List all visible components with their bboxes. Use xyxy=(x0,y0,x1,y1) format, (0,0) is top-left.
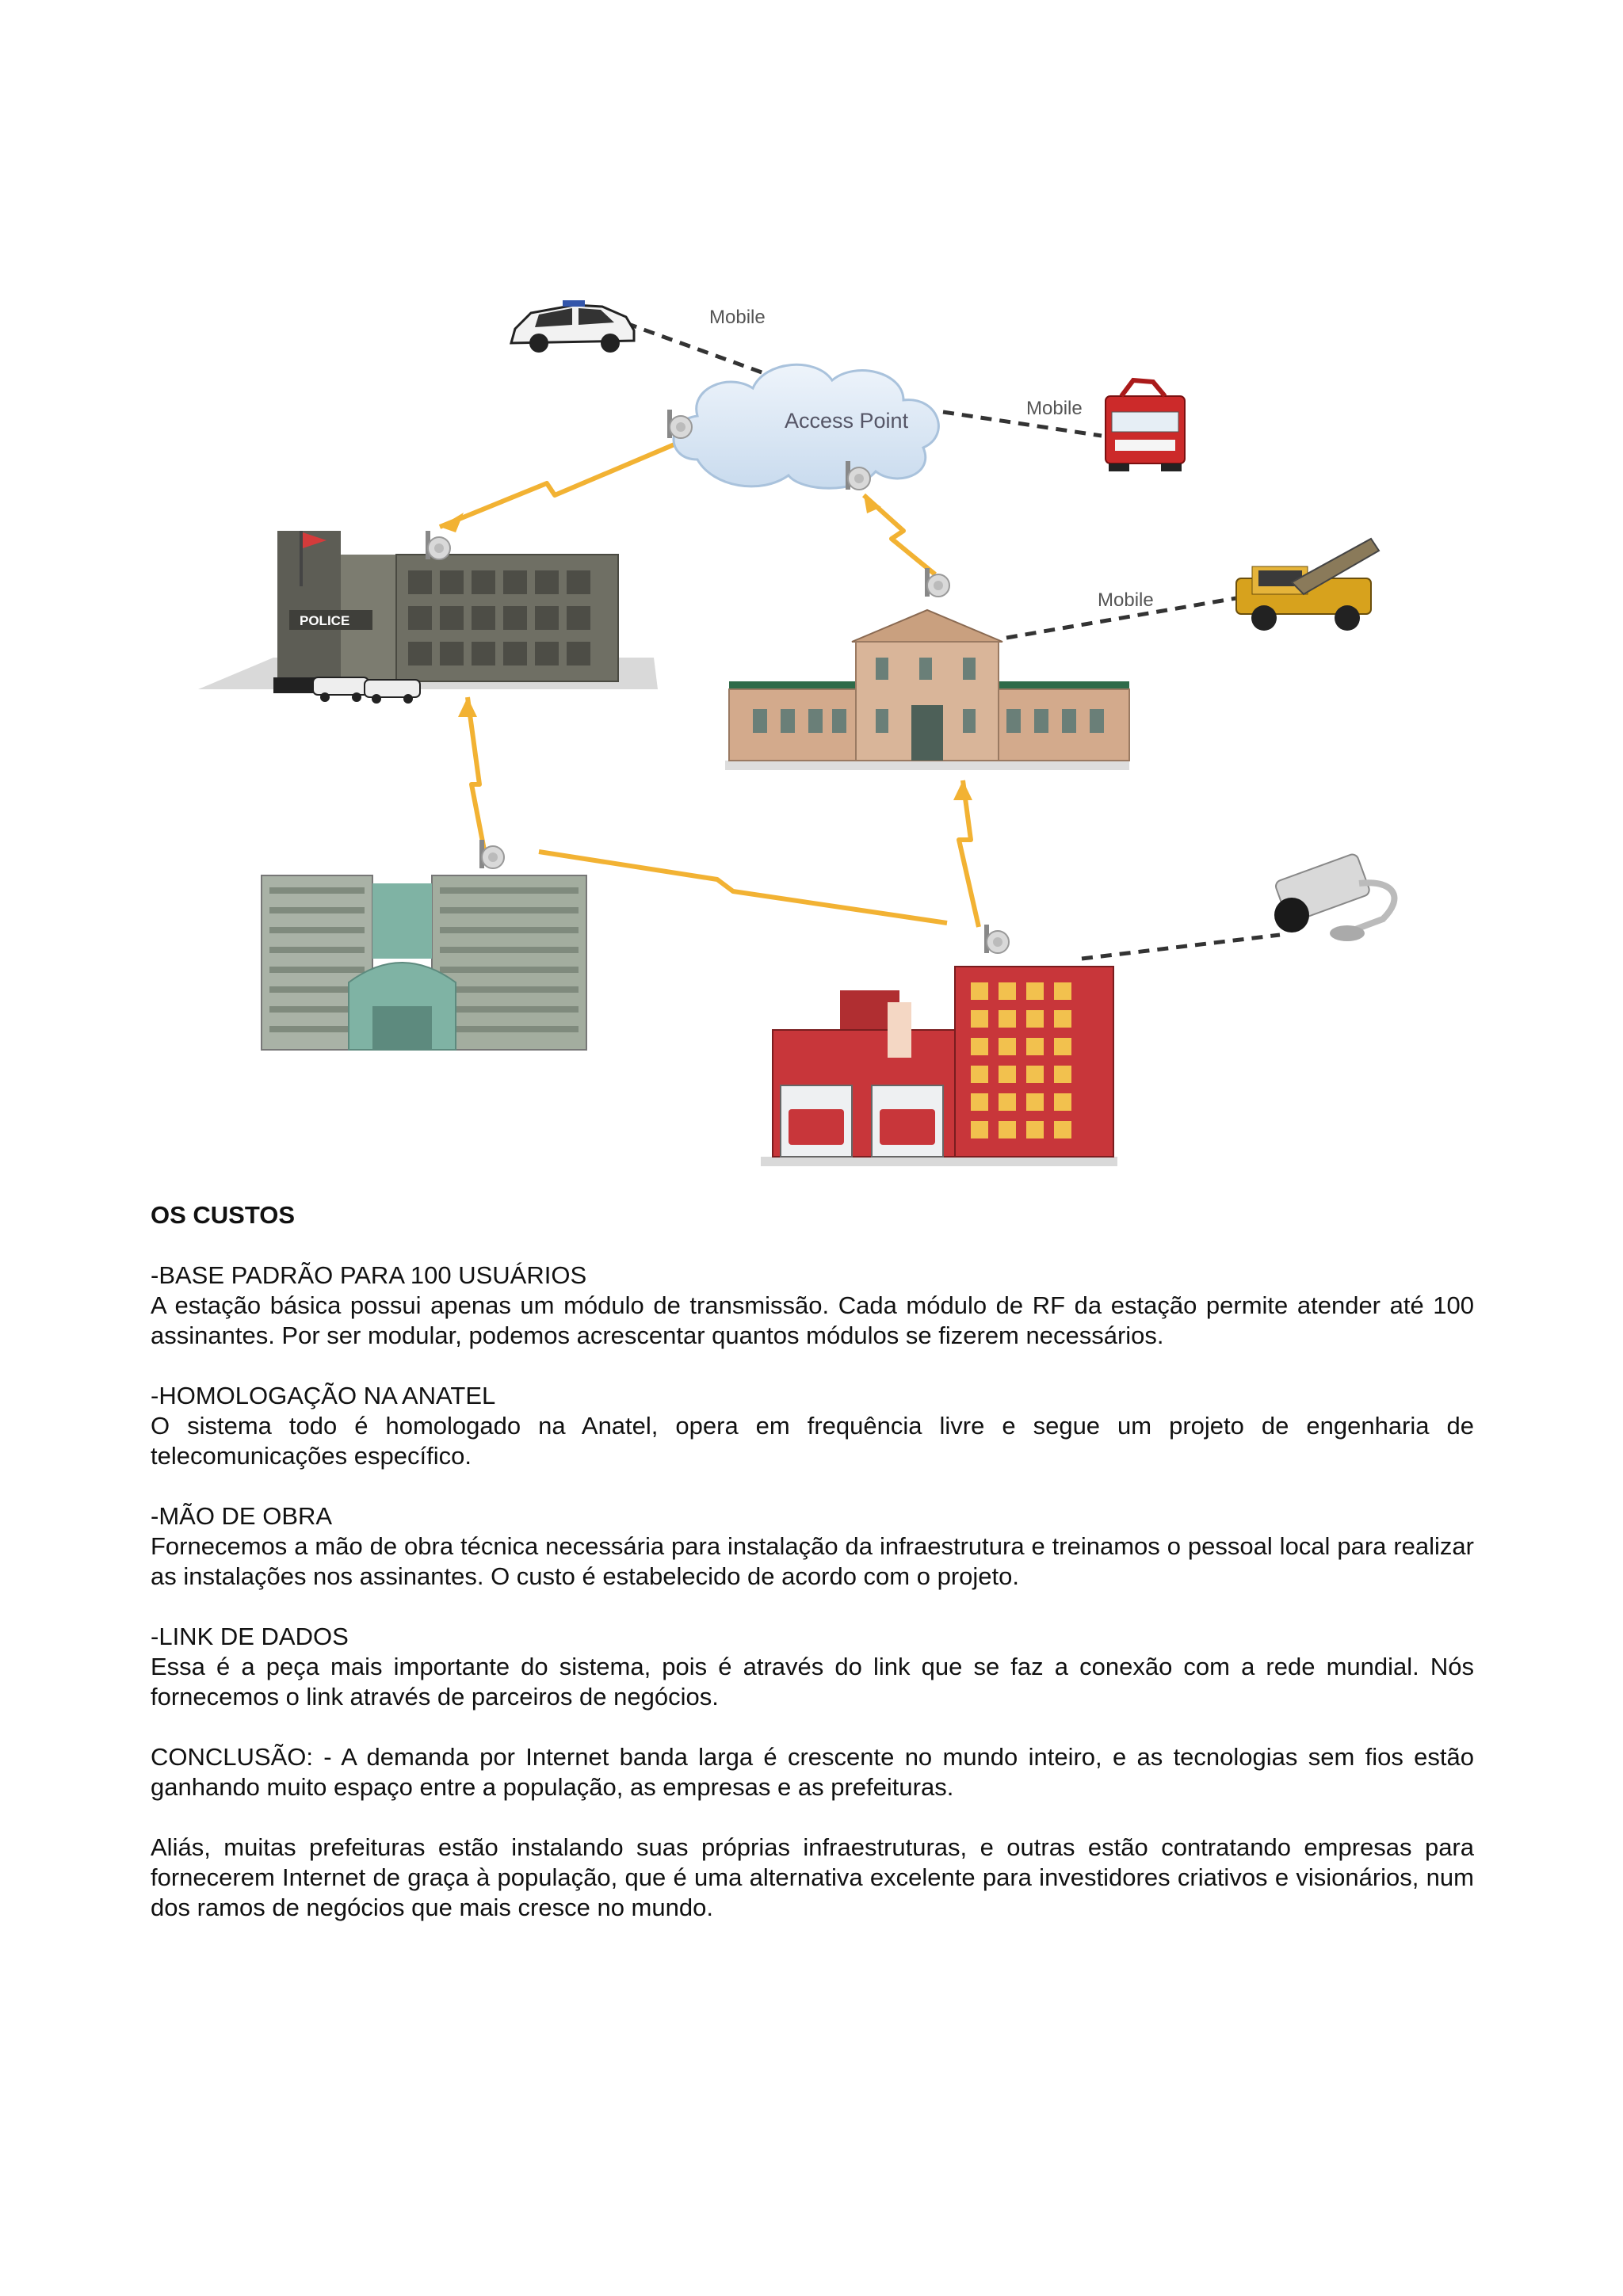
access-point-label: Access Point xyxy=(785,409,909,433)
cost-item-anatel xyxy=(151,1381,1474,1471)
office-towers-building xyxy=(262,840,586,1050)
mobile-label-3: Mobile xyxy=(1098,589,1154,611)
police-car-icon xyxy=(511,300,634,353)
cost-item-body: A estação básica possui apenas um módulo de transmissão. Cada módulo de RF da estação permite atender até 100 assinantes. Por ser modular, podemos acrescentar quantos módulos se fizerem necessários. xyxy=(151,1291,1474,1349)
mobile-label-1: Mobile xyxy=(709,307,766,328)
link-town-hall-to-fire-station xyxy=(959,780,979,927)
link-office-to-fire-station xyxy=(539,852,947,923)
cost-item-title: -HOMOLOGAÇÃO NA ANATEL xyxy=(151,1382,496,1409)
police-station-building xyxy=(198,531,658,704)
utility-truck-icon xyxy=(1236,539,1379,631)
section-heading: OS CUSTOS xyxy=(151,1201,296,1229)
cost-item-base xyxy=(151,1261,1474,1351)
antenna-icon xyxy=(479,840,504,868)
antenna-icon xyxy=(984,925,1009,953)
cost-item-body: Fornecemos a mão de obra técnica necessária para instalação da infraestrutura e treinamos o pessoal local para realizar as instalações nos assinantes. O custo é estabelecido de acordo com o projeto. xyxy=(151,1532,1474,1590)
fire-truck-icon xyxy=(1106,380,1185,471)
cost-item-title: -BASE PADRÃO PARA 100 USUÁRIOS xyxy=(151,1261,587,1289)
conclusion-text: CONCLUSÃO: - A demanda por Internet banda larga é crescente no mundo inteiro, e as tecnologias sem fios estão ganhando muito espaço entre a população, as empresas e as prefeituras. xyxy=(151,1743,1474,1801)
cost-item-title: -MÃO DE OBRA xyxy=(151,1502,333,1530)
costs-section xyxy=(151,1200,1474,1953)
access-point-cloud xyxy=(667,364,938,490)
dashed-link-camera xyxy=(1082,935,1280,959)
police-sign: POLICE xyxy=(300,613,350,628)
cost-item-title: -LINK DE DADOS xyxy=(151,1623,349,1650)
fire-station-building xyxy=(761,925,1117,1166)
antenna-icon xyxy=(426,531,450,559)
cost-item-body: O sistema todo é homologado na Anatel, opera em frequência livre e segue um projeto de engenharia de telecomunicações específico. xyxy=(151,1412,1474,1470)
parked-police-cars-icon xyxy=(313,677,420,704)
antenna-icon xyxy=(667,410,692,438)
link-police-to-office xyxy=(468,697,485,854)
cost-item-data-link xyxy=(151,1622,1474,1712)
security-camera-icon xyxy=(1274,852,1395,941)
conclusion-paragraph xyxy=(151,1742,1474,1802)
dashed-link-police-car xyxy=(626,323,773,376)
antenna-icon xyxy=(925,568,949,597)
cost-item-body: Essa é a peça mais importante do sistema, pois é através do link que se faz a conexão com a rede mundial. Nós fornecemos o link através de parceiros de negócios. xyxy=(151,1653,1474,1711)
final-paragraph xyxy=(151,1833,1474,1923)
cost-item-labor xyxy=(151,1501,1474,1592)
final-text: Aliás, muitas prefeituras estão instalando suas próprias infraestruturas, e outras estão contratando empresas para fornecerem Internet de graça à população, que é uma alternativa excelente para investidores criativos e visionários, num dos ramos de negócios que mais cresce no mundo. xyxy=(151,1833,1474,1921)
mobile-label-2: Mobile xyxy=(1026,398,1083,419)
link-police-to-access-point xyxy=(440,440,685,527)
town-hall-building xyxy=(725,568,1129,770)
